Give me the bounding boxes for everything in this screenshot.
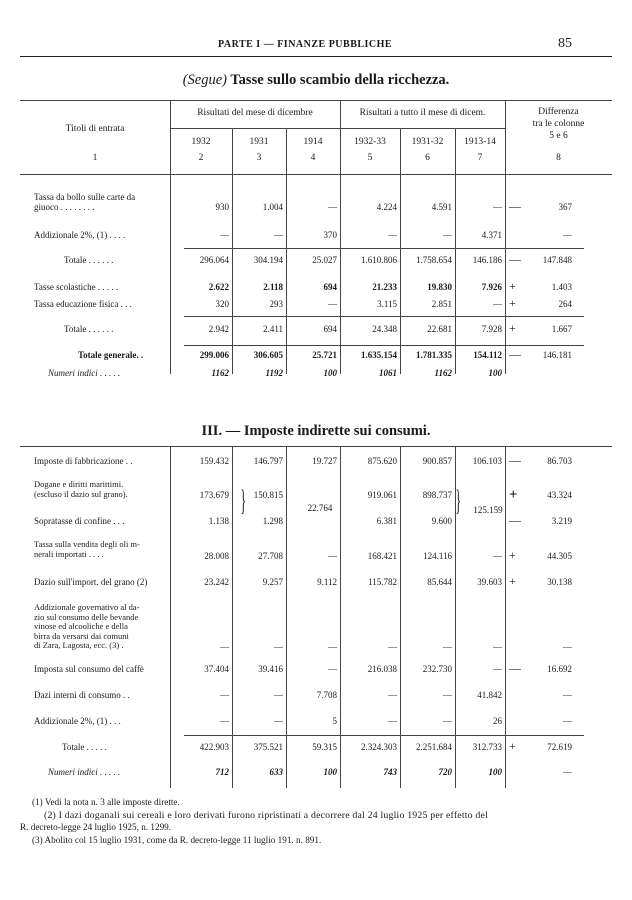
table-cell: 22.681 (427, 324, 452, 334)
table-cell: 85.644 (427, 577, 452, 587)
row-label: nerali importati . . . . (34, 548, 104, 559)
table-cell: — (493, 551, 502, 561)
sum-rule (184, 316, 584, 317)
table-cell: 422.903 (199, 742, 229, 752)
table-cell: 24.348 (372, 324, 397, 334)
row-label: zio sul consumo delle bevande (34, 611, 139, 622)
column-rule (232, 128, 233, 374)
row-label: Numeri indici . . . . . (48, 767, 121, 777)
column-number: 5 (367, 153, 373, 163)
table-cell: 304.194 (253, 255, 283, 265)
column-number: 6 (425, 153, 430, 163)
row-label: vinose ed alcooliche e della (34, 621, 128, 631)
table-cell: 23.242 (204, 577, 229, 587)
diff-value: 146.181 (542, 350, 572, 360)
table-cell: — (220, 642, 229, 652)
diff-value: 16.692 (547, 664, 572, 674)
column-rule (286, 446, 287, 788)
table-cell: 25.721 (312, 350, 337, 360)
column-rule (505, 100, 506, 374)
brace: } (240, 484, 247, 517)
sum-rule (184, 345, 584, 346)
diff-sign: — (509, 661, 521, 675)
diff-value: — (563, 690, 572, 700)
table-cell: 5 (332, 716, 337, 726)
diff-value: 86.703 (547, 456, 572, 466)
diff-value: — (563, 716, 572, 726)
row-label: Totale . . . . . . (64, 324, 114, 334)
merged-value-col7: 125.159 (473, 505, 503, 515)
footnote: (2) I dazi doganali sui cereali e loro derivati furono ripristinati a decorrere dal 24 luglio 1925 per effetto del (44, 810, 488, 821)
diff-value: 147.848 (542, 255, 572, 265)
diff-line: 5 e 6 (549, 131, 568, 141)
table-cell: — (443, 716, 452, 726)
diff-value: 1.403 (551, 282, 572, 292)
footnote: R. decreto-legge 24 luglio 1925, n. 1299. (20, 822, 172, 832)
table-cell: 320 (215, 299, 229, 309)
table-cell: 1.758.654 (416, 255, 452, 265)
row-label: Tassa da bollo sulle carte da (34, 192, 136, 202)
table-cell: — (443, 690, 452, 700)
row-label: giuoco . . . . . . . . (34, 202, 95, 212)
table-cell: — (493, 642, 502, 652)
table-cell: 9.257 (262, 577, 283, 587)
year-header: 1931 (249, 137, 269, 147)
table-cell: — (274, 690, 283, 700)
diff-sign: + (509, 574, 516, 588)
table-cell: — (443, 642, 452, 652)
diff-sign: + (509, 321, 516, 335)
table-cell: — (274, 230, 283, 240)
table-cell: — (328, 202, 337, 212)
sum-rule (184, 735, 584, 736)
table-cell: 900.857 (422, 456, 452, 466)
table-cell: — (274, 716, 283, 726)
table-cell: 720 (438, 767, 452, 777)
table-cell: 37.404 (204, 664, 229, 674)
table-cell: 7.708 (316, 690, 337, 700)
table-cell: 875.620 (367, 456, 397, 466)
table-cell: 7.928 (481, 324, 502, 334)
row-label: birra da versarsi dai comuni (34, 630, 129, 641)
diff-sign: — (509, 347, 521, 361)
table-cell: 9.112 (317, 577, 337, 587)
row-label: Tassa sulla vendita degli oli m- (34, 539, 140, 549)
table-cell: 100 (323, 368, 337, 378)
column-number: 4 (310, 153, 316, 163)
table-cell: 299.006 (199, 350, 229, 360)
table-cell: 21.233 (372, 282, 397, 292)
table-cell: 124.116 (423, 551, 452, 561)
year-header: 1914 (303, 137, 323, 147)
table-cell: 293 (269, 299, 283, 309)
row-label: Imposte di fabbricazione . . (34, 456, 133, 466)
table-cell: 25.027 (312, 255, 337, 265)
header-rule (20, 56, 612, 57)
column-number: 7 (477, 153, 483, 163)
table-cell: 154.112 (473, 350, 502, 360)
table-cell: 1061 (379, 368, 397, 378)
table-cell: 27.708 (258, 551, 283, 561)
table-cell: — (220, 716, 229, 726)
table-cell: — (328, 642, 337, 652)
diff-value: — (563, 767, 572, 777)
table-cell: 168.421 (367, 551, 397, 561)
table-cell: 375.521 (253, 742, 283, 752)
footnote: (1) Vedi la nota n. 3 alle imposte dirette. (32, 797, 180, 807)
table-cell: 1.781.335 (416, 350, 452, 360)
table-cell: 4.371 (481, 230, 502, 240)
page-header (0, 36, 632, 56)
table-cell: 1.298 (262, 516, 283, 526)
sum-rule (184, 248, 584, 249)
table-cell: 712 (215, 767, 229, 777)
title-number: III. (201, 423, 223, 439)
table-cell: 2.324.303 (361, 742, 397, 752)
row-label: Sopratasse di confine . . . (34, 516, 125, 526)
diff-sign: + (509, 548, 516, 562)
diff-value: 264 (558, 299, 572, 309)
table-cell: 6.381 (376, 516, 397, 526)
table-cell: 232.730 (422, 664, 452, 674)
diff-value: 44.305 (547, 551, 572, 561)
table-cell: 3.115 (377, 299, 397, 309)
table2-title (0, 423, 632, 440)
brace: } (455, 484, 462, 517)
diff-sign: — (509, 513, 521, 527)
diff-line: Differenza (538, 107, 579, 117)
table-cell: 39.603 (477, 577, 502, 587)
table-cell: — (493, 202, 502, 212)
table-cell: — (328, 664, 337, 674)
table-cell: 159.432 (199, 456, 229, 466)
diff-value: 30.138 (547, 577, 572, 587)
column-number: 8 (556, 153, 561, 163)
row-label: Dazio sull'import. del grano (2) (34, 577, 148, 587)
table-cell: 898.737 (422, 490, 452, 500)
diff-value: 1.667 (551, 324, 572, 334)
row-label: Totale . . . . . . (64, 255, 114, 265)
table-cell: 370 (323, 230, 337, 240)
table-cell: — (328, 299, 337, 309)
table-cell: 2.251.684 (416, 742, 452, 752)
diff-sign: + (509, 296, 516, 310)
table-cell: 19.830 (427, 282, 452, 292)
row-label: di Zara, Lagosta, ecc. (3) . (34, 640, 124, 650)
table-cell: — (388, 716, 397, 726)
table-cell: 2.851 (431, 299, 452, 309)
column-number: 1 (92, 153, 98, 163)
table-cell: 106.103 (472, 456, 502, 466)
table-cell: 919.061 (367, 490, 397, 500)
diff-sign: — (509, 252, 521, 266)
table-cell: 146.797 (253, 456, 283, 466)
table-cell: — (388, 230, 397, 240)
table-cell: 39.416 (258, 664, 283, 674)
table-cell: 1.610.806 (361, 255, 397, 265)
group1-header: Risultati del mese di dicembre (197, 108, 313, 118)
diff-value: 43.324 (547, 490, 572, 500)
table-cell: — (328, 551, 337, 561)
diff-value: 72.619 (547, 742, 572, 752)
year-header: 1913-14 (464, 137, 496, 147)
column-rule (455, 128, 456, 374)
table-cell: 150.815 (253, 490, 283, 500)
table-cell: 930 (215, 202, 229, 212)
row-label: Totale generale. . (78, 350, 144, 360)
table-cell: — (220, 690, 229, 700)
table-cell: 173.679 (199, 490, 229, 500)
table-cell: 694 (323, 324, 337, 334)
merged-value-col4: 22.764 (307, 503, 333, 513)
table-cell: 9.600 (431, 516, 452, 526)
table-cell: 19.727 (312, 456, 337, 466)
row-label: Imposta sul consumo del caffè (34, 664, 144, 674)
table-cell: 1.004 (262, 202, 283, 212)
column-rule (505, 446, 506, 788)
col-titles-header: Titoli di entrata (65, 124, 125, 134)
table-cell: — (220, 230, 229, 240)
table-cell: 1162 (211, 368, 229, 378)
group2-header: Risultati a tutto il mese di dicem. (359, 108, 486, 118)
table1-title (0, 72, 632, 89)
page-number: 85 (558, 36, 572, 51)
table-cell: 41.842 (477, 690, 502, 700)
table1-header-rule (20, 174, 612, 175)
row-label: Addizionale governativo al da- (34, 602, 140, 612)
title-prefix: (Segue) (182, 72, 227, 88)
diff-sign: — (509, 199, 521, 213)
column-rule (286, 128, 287, 374)
table2-top-rule (20, 446, 612, 447)
column-number: 2 (198, 153, 204, 163)
table-cell: 2.118 (263, 282, 283, 292)
table-cell: — (443, 230, 452, 240)
table-cell: 2.411 (263, 324, 283, 334)
row-label: Addizionale 2%, (1) . . . (34, 716, 121, 726)
diff-sign: — (509, 453, 521, 467)
table-cell: — (388, 690, 397, 700)
table-cell: — (493, 299, 502, 309)
diff-value: — (563, 642, 572, 652)
row-label: Tassa educazione fisica . . . (34, 299, 132, 309)
table1-top-rule (20, 100, 612, 101)
table-cell: 100 (488, 368, 502, 378)
table-cell: 296.064 (199, 255, 229, 265)
table-cell: 1.138 (208, 516, 229, 526)
table-cell: 2.622 (208, 282, 229, 292)
table-cell: 146.186 (472, 255, 502, 265)
diff-sign: + (509, 487, 518, 503)
table-cell: 743 (383, 767, 397, 777)
row-label: Tasse scolastiche . . . . . (34, 282, 119, 292)
row-label: Totale . . . . . (62, 742, 107, 752)
column-rule (400, 128, 401, 374)
table-cell: 2.942 (208, 324, 229, 334)
title-text: Tasse sullo scambio della ricchezza. (230, 72, 450, 88)
row-label: Addizionale 2%, (1) . . . . (34, 230, 126, 240)
table-cell: 26 (493, 716, 502, 726)
title-text: — Imposte indirette sui consumi. (225, 423, 431, 439)
table-cell: 1.635.154 (361, 350, 397, 360)
table-cell: 633 (269, 767, 283, 777)
diff-value: 367 (558, 202, 572, 212)
table-cell: 306.605 (253, 350, 283, 360)
diff-line: tra le colonne (532, 119, 585, 129)
table-cell: — (274, 642, 283, 652)
diff-value: — (563, 230, 572, 240)
diff-sign: + (509, 279, 516, 293)
row-label: (escluso il dazio sul grano). (34, 488, 128, 499)
table-cell: 7.926 (481, 282, 502, 292)
year-header: 1931-32 (411, 137, 444, 147)
column-number: 3 (256, 153, 262, 163)
diff-header (505, 106, 612, 142)
table-cell: 4.591 (431, 202, 452, 212)
diff-sign: + (509, 739, 516, 753)
footnote: (3) Abolito col 15 luglio 1931, come da R. decreto-legge 11 luglio 191. n. 891. (32, 835, 322, 845)
year-header: 1932-33 (354, 137, 386, 147)
table-cell: 59.315 (312, 742, 337, 752)
table-cell: 1162 (434, 368, 452, 378)
table-cell: 1192 (265, 368, 283, 378)
year-header: 1932 (191, 137, 211, 147)
table-cell: 216.038 (367, 664, 397, 674)
table-cell: 28.008 (204, 551, 229, 561)
row-label: Numeri indici . . . . . (48, 368, 121, 378)
table-cell: 4.224 (376, 202, 397, 212)
table-cell: 100 (323, 767, 337, 777)
table-cell: — (493, 664, 502, 674)
row-label: Dogane e diritti marittimi. (34, 479, 124, 489)
row-label: Dazi interni di consumo . . (34, 690, 130, 700)
table-cell: 312.733 (472, 742, 502, 752)
table-cell: 694 (323, 282, 337, 292)
table-cell: — (388, 642, 397, 652)
table-cell: 100 (488, 767, 502, 777)
diff-value: 3.219 (551, 516, 572, 526)
running-title: PARTE I — FINANZE PUBBLICHE (218, 39, 393, 50)
table-cell: 115.782 (368, 577, 397, 587)
